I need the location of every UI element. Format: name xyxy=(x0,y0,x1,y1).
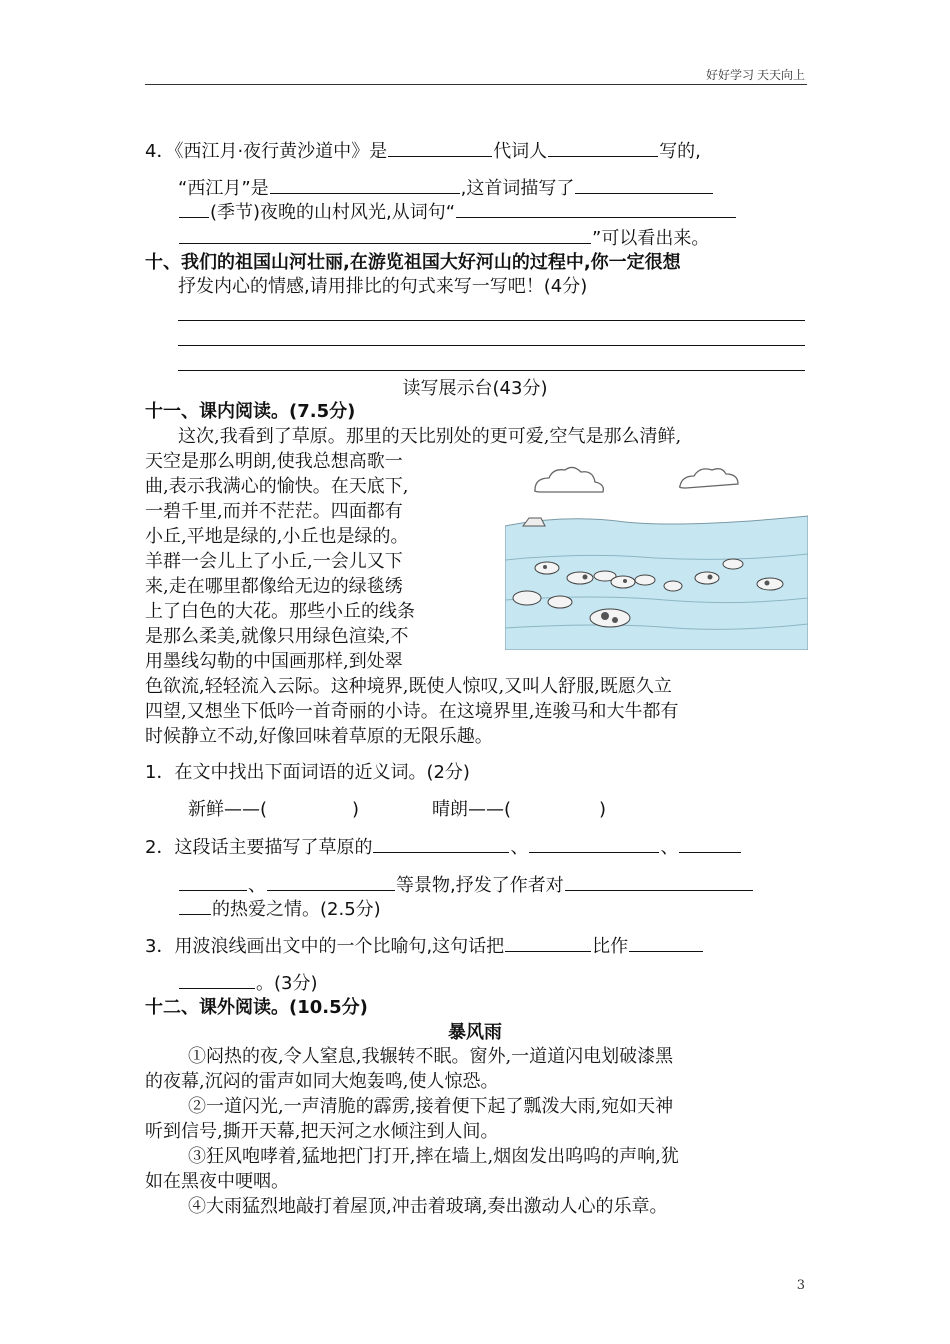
story-paragraph-line: 的夜幕,沉闷的雷声如同大炮轰鸣,使人惊恐。 xyxy=(145,1071,499,1092)
q11-passage-line: 四望,又想坐下低吟一首奇丽的小诗。在这境界里,连骏马和大牛都有 xyxy=(145,701,679,722)
q11-passage-line: 一碧千里,而并不茫茫。四面都有 xyxy=(145,501,403,522)
q11-sub3-blank-2b[interactable] xyxy=(179,970,255,989)
q4-text-f: (季节)夜晚的山村风光,从词句“ xyxy=(210,202,456,223)
q11-sub3-text-a: 3．用波浪线画出文中的一个比喻句,这句话把 xyxy=(145,936,505,957)
q11-sub3-text-c: 。(3分) xyxy=(256,973,318,994)
story-paragraph-line: 如在黑夜中哽咽。 xyxy=(145,1171,289,1192)
q11-sub2-text-a: 2．这段话主要描写了草原的 xyxy=(145,837,373,858)
q11-passage-line: 小丘,平地是绿的,小丘也是绿的。 xyxy=(145,526,409,547)
q4-line-1 xyxy=(145,138,701,165)
page-header: 好好学习 天天向上 xyxy=(705,68,805,82)
q4-line-2 xyxy=(178,175,714,202)
q4-blank-poet[interactable] xyxy=(548,138,658,157)
q11-passage-line: 羊群一会儿上了小丘,一会儿又下 xyxy=(145,551,403,572)
q11-sub3-line-2 xyxy=(178,970,318,997)
header-rule xyxy=(145,84,807,85)
story-paragraph-line: ①闷热的夜,令人窒息,我辗转不眠。窗外,一道道闪电划破漆黑 xyxy=(188,1046,674,1067)
q11-sub1-label-b: 晴朗——( xyxy=(432,799,512,820)
q4-text-d: “西江月”是 xyxy=(178,178,269,199)
story-paragraph-line: 听到信号,撕开天幕,把天河之水倾注到人间。 xyxy=(145,1121,499,1142)
q11-passage-line: 来,走在哪里都像给无边的绿毯绣 xyxy=(145,576,403,597)
story-paragraph-line: ③狂风咆哮着,猛地把门打开,摔在墙上,烟囱发出呜呜的声响,犹 xyxy=(188,1146,679,1167)
q11-sub3-blank-1[interactable] xyxy=(505,933,591,952)
q10-answer-line-2[interactable] xyxy=(178,345,805,346)
q4-text-a: 4．《西江月·夜行黄沙道中》是 xyxy=(145,141,388,162)
q11-sub2-blank-4[interactable] xyxy=(267,872,395,891)
q4-blank-season[interactable] xyxy=(179,199,209,218)
q4-blank-dynasty[interactable] xyxy=(388,138,492,157)
q4-text-c: 写的, xyxy=(659,141,701,162)
q11-sub2-sep-2: 、 xyxy=(660,837,679,858)
q11-sub2-sep-3: 、 xyxy=(248,875,266,896)
q10-prompt-line-2: 抒发内心的情感,请用排比的句式来写一写吧！(4分) xyxy=(178,276,588,297)
q11-passage-line: 色欲流,轻轻流入云际。这种境界,既使人惊叹,又叫人舒服,既愿久立 xyxy=(145,676,672,697)
q11-sub2-line-1 xyxy=(145,834,742,861)
q11-sub2-line-2 xyxy=(178,872,754,899)
q11-sub1-label-a: 新鲜——( xyxy=(188,799,268,820)
q4-text-g: ”可以看出来。 xyxy=(592,228,710,249)
q11-title: 十一、课内阅读。(7.5分) xyxy=(145,401,356,422)
q11-passage-line: 时候静立不动,好像回味着草原的无限乐趣。 xyxy=(145,726,493,747)
q11-sub1-item-clear xyxy=(432,797,606,823)
q11-passage-line: 用墨线勾勒的中国画那样,到处翠 xyxy=(145,651,403,672)
q10-answer-line-1[interactable] xyxy=(178,320,805,321)
q11-sub2-blank-3b[interactable] xyxy=(179,872,247,891)
q11-sub1-item-fresh xyxy=(188,797,359,823)
q4-text-e: ,这首词描写了 xyxy=(460,178,575,199)
q11-passage-line: 曲,表示我满心的愉快。在天底下, xyxy=(145,476,409,497)
q12-title: 十二、课外阅读。(10.5分) xyxy=(145,997,368,1018)
q11-sub2-blank-2[interactable] xyxy=(529,834,659,853)
q11-sub1-prompt: 1．在文中找出下面词语的近义词。(2分) xyxy=(145,762,470,783)
q4-blank-verse-1[interactable] xyxy=(456,199,736,218)
q11-sub2-text-c: 的热爱之情。(2.5分) xyxy=(212,899,381,920)
q4-blank-verse-2[interactable] xyxy=(179,225,591,244)
story-title: 暴风雨 xyxy=(448,1022,502,1043)
q11-sub3-line-1 xyxy=(145,933,704,960)
q11-sub3-blank-2a[interactable] xyxy=(629,933,703,952)
story-paragraph-line: ②一道闪光,一声清脆的霹雳,接着便下起了瓢泼大雨,宛如天神 xyxy=(188,1096,674,1117)
q10-prompt-line-1: 十、我们的祖国山河壮丽,在游览祖国大好河山的过程中,你一定很想 xyxy=(145,252,681,273)
q4-line-3 xyxy=(178,199,737,226)
q11-sub1-close-b: ) xyxy=(599,799,607,820)
section-title: 读写展示台(43分) xyxy=(402,378,548,399)
q11-sub1-close-a: ) xyxy=(352,799,360,820)
q11-sub3-text-b: 比作 xyxy=(592,936,629,957)
grassland-illustration xyxy=(505,460,808,650)
q11-sub2-blank-1[interactable] xyxy=(373,834,509,853)
q10-answer-line-3[interactable] xyxy=(178,370,805,371)
q4-line-4 xyxy=(178,225,709,252)
q11-sub2-text-b: 等景物,抒发了作者对 xyxy=(396,875,564,896)
page-number: 3 xyxy=(796,1278,805,1293)
q11-sub2-sep-1: 、 xyxy=(510,837,529,858)
q11-sub2-blank-5a[interactable] xyxy=(565,872,753,891)
q11-sub2-line-3 xyxy=(178,896,381,923)
q11-passage-line: 天空是那么明朗,使我总想高歌一 xyxy=(145,451,403,472)
q4-blank-describes[interactable] xyxy=(575,175,713,194)
q11-sub2-blank-3a[interactable] xyxy=(679,834,741,853)
q4-text-b: 代词人 xyxy=(493,141,548,162)
q11-passage-line: 上了白色的大花。那些小丘的线条 xyxy=(145,601,415,622)
story-paragraph-line: ④大雨猛烈地敲打着屋顶,冲击着玻璃,奏出激动人心的乐章。 xyxy=(188,1196,668,1217)
q11-sub2-blank-5b[interactable] xyxy=(179,896,211,915)
q4-blank-cipai[interactable] xyxy=(270,175,460,194)
q11-passage-line: 是那么柔美,就像只用绿色渲染,不 xyxy=(145,626,409,647)
q11-passage-line: 这次,我看到了草原。那里的天比别处的更可爱,空气是那么清鲜, xyxy=(178,426,682,447)
